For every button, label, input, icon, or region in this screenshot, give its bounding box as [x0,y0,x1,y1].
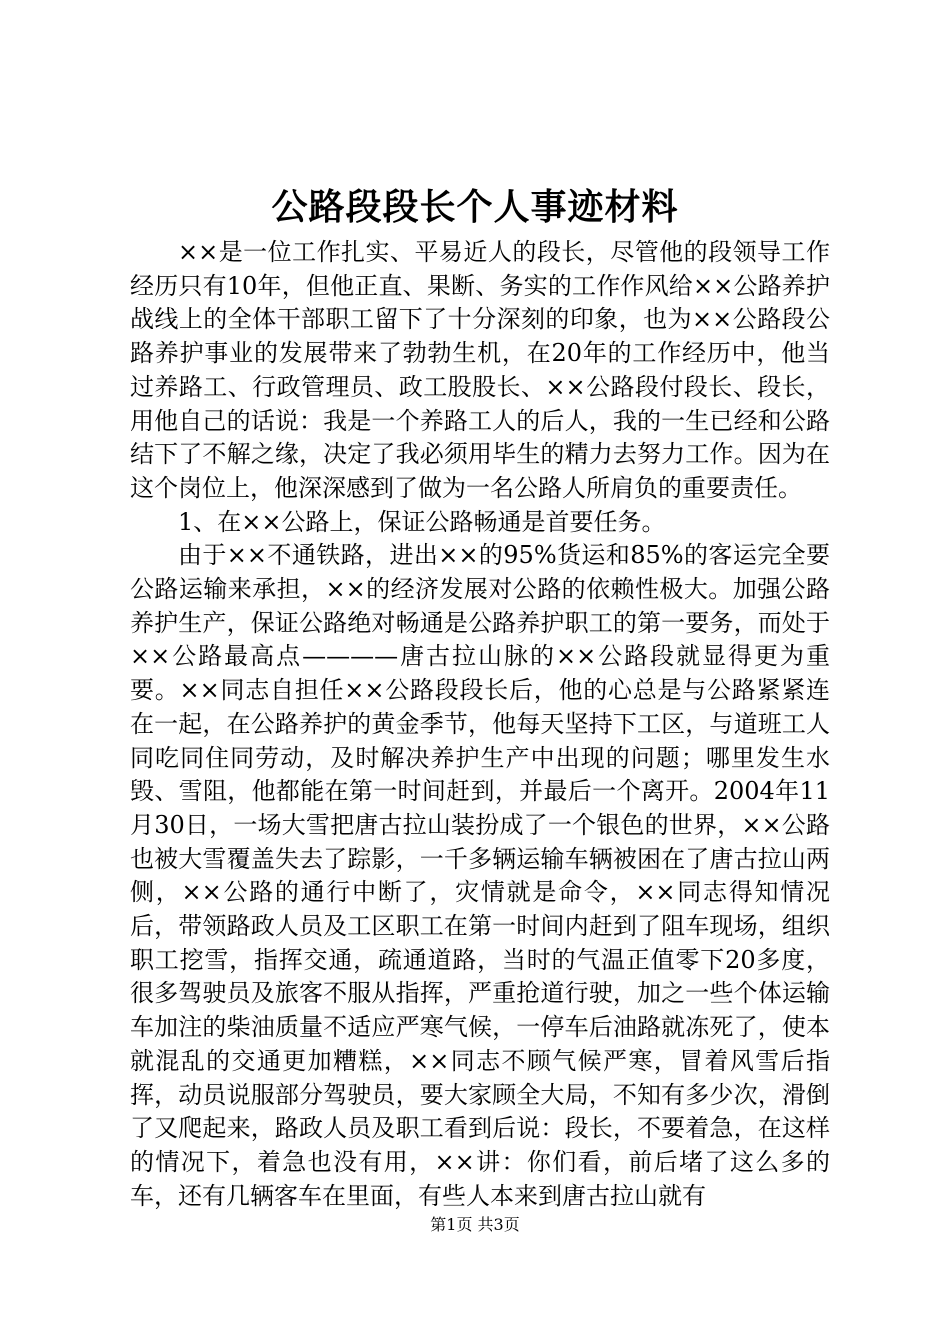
paragraph-section-heading: 1、在××公路上，保证公路畅通是首要任务。 [178,507,666,536]
page-footer: 第1页 共3页 [430,1215,520,1234]
paragraph-intro: ××是一位工作扎实、平易近人的段长，尽管他的段领导工作经历只有10年，但他正直、果断、务实的工作作风给××公路养护战线上的全体干部职工留下了十分深刻的印象，也为××公路段公路养护事业的发展带来了勃勃生机，在20年的工作经历中，他当过养路工、行政管理员、政工股股长、××公路段付段长、段长，用他自己的话说：我是一个养路工人的后人，我的一生已经和公路结下了不解之缘，决定了我必须用毕生的精力去努力工作。因为在这个岗位上，他深深感到了做为一名公路人所肩负的重要责任。 [130,238,830,502]
paragraph-section-body: 由于××不通铁路，进出××的95%货运和85%的客运完全要公路运输来承担，××的经济发展对公路的依赖性极大。加强公路养护生产，保证公路绝对畅通是公路养护职工的第一要务，而处于××公路最高点————唐古拉山脉的××公路段就显得更为重要。××同志自担任××公路段段长后，他的心总是与公路紧紧连在一起，在公路养护的黄金季节，他每天坚持下工区，与道班工人同吃同住同劳动，及时解决养护生产中出现的问题；哪里发生水毁、雪阻，他都能在第一时间赶到，并最后一个离开。2004年11月30日，一场大雪把唐古拉山装扮成了一个银色的世界，××公路也被大雪覆盖失去了踪影，一千多辆运输车辆被困在了唐古拉山两侧，××公路的通行中断了，灾情就是命令，××同志得知情况后，带领路政人员及工区职工在第一时间内赶到了阻车现场，组织职工挖雪，指挥交通，疏通道路，当时的气温正值零下20多度，很多驾驶员及旅客不服从指挥，严重抢道行驶，加之一些个体运输车加注的柴油质量不适应严寒气候，一停车后油路就冻死了，使本就混乱的交通更加糟糕，××同志不顾气候严寒，冒着风雪后指挥，动员说服部分驾驶员，要大家顾全大局，不知有多少次，滑倒了又爬起来，路政人员及职工看到后说：段长，不要着急，在这样的情况下，着急也没有用，××讲：你们看，前后堵了这么多的车，还有几辆客车在里面，有些人本来到唐古拉山就有 [130,541,830,1210]
document-body [130,236,830,1213]
document-title: 公路段段长个人事迹材料 [271,186,679,228]
